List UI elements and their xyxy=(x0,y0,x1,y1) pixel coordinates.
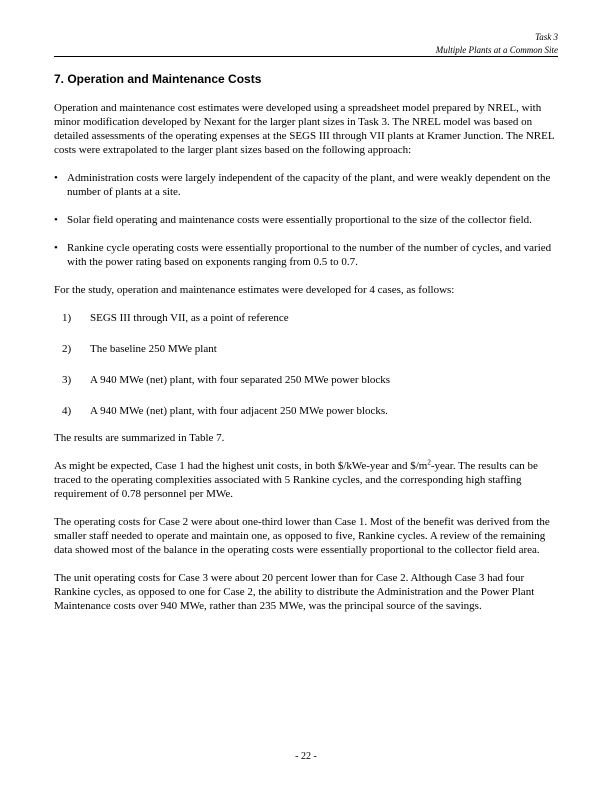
case-text: SEGS III through VII, as a point of reference xyxy=(90,312,289,324)
bullet-text: Administration costs were largely independent of the capacity of the plant, and were weakly dependent on the number of plants at a site. xyxy=(67,172,551,198)
cases-intro: For the study, operation and maintenance estimates were developed for 4 cases, as follows: xyxy=(54,284,455,296)
case1-paragraph xyxy=(54,459,560,501)
case1-text-start: As might be expected, Case 1 had the highest unit costs, in both $/kWe-year and $/m xyxy=(54,460,428,472)
approach-list xyxy=(54,171,560,269)
list-item xyxy=(54,171,560,199)
case-number: 1) xyxy=(62,312,72,324)
list-item xyxy=(54,241,560,269)
list-item xyxy=(54,311,560,325)
bullet-marker: • xyxy=(54,242,58,254)
section-title: 7. Operation and Maintenance Costs xyxy=(54,72,262,86)
case1-text-end: -year. The results can be traced to the operating complexities associated with 5 Rankine cycles, and the corresponding high staffing requirement of 0.78 personnel per MWe. xyxy=(54,460,538,500)
page-content xyxy=(54,72,560,627)
case-text: A 940 MWe (net) plant, with four adjacent 250 MWe power blocks. xyxy=(90,405,388,417)
bullet-text: Rankine cycle operating costs were essentially proportional to the number of the number of cycles, and varied with the power rating based on exponents ranging from 0.5 to 0.7. xyxy=(67,242,552,268)
case3-paragraph: The unit operating costs for Case 3 were about 20 percent lower than for Case 2. Although Case 3 had four Rankine cycles, as opposed to one for Case 2, the ability to distribute the Administration and the Power Plant Maintenance costs over 940 MWe, rather than 235 MWe, was the principal source of the savings. xyxy=(54,572,535,612)
bullet-marker: • xyxy=(54,214,58,226)
header-subtitle: Multiple Plants at a Common Site xyxy=(435,45,558,55)
case-text: The baseline 250 MWe plant xyxy=(90,343,217,355)
header-rule xyxy=(54,56,558,57)
header-task: Task 3 xyxy=(535,32,558,42)
cases-list xyxy=(54,311,560,418)
case-text: A 940 MWe (net) plant, with four separated 250 MWe power blocks xyxy=(90,374,391,386)
case-number: 2) xyxy=(62,343,72,355)
intro-paragraph: Operation and maintenance cost estimates were developed using a spreadsheet model prepared by NREL, with minor modification developed by Nexant for the larger plant sizes in Task 3. The NREL model was based on detailed assessments of the operating expenses at the SEGS III through VII plants at Kramer Junction. The NREL costs were extrapolated to the larger plant sizes based on the following approach: xyxy=(54,102,555,156)
list-item xyxy=(54,342,560,356)
page-number: - 22 - xyxy=(295,751,317,762)
bullet-marker: • xyxy=(54,172,58,184)
bullet-text: Solar field operating and maintenance costs were essentially proportional to the size of the collector field. xyxy=(67,214,532,226)
case-number: 3) xyxy=(62,374,72,386)
list-item xyxy=(54,404,560,418)
list-item xyxy=(54,213,560,227)
superscript-exponent: 2 xyxy=(427,458,431,467)
case2-paragraph: The operating costs for Case 2 were about one-third lower than Case 1. Most of the benefit was derived from the smaller staff needed to operate and maintain one, as opposed to five, Rankine cycles. A review of the remaining data showed most of the balance in the operating costs were essentially proportional to the collector field area. xyxy=(54,516,550,556)
list-item xyxy=(54,373,560,387)
case-number: 4) xyxy=(62,405,72,417)
running-header xyxy=(436,31,558,57)
summary-paragraph: The results are summarized in Table 7. xyxy=(54,432,225,444)
